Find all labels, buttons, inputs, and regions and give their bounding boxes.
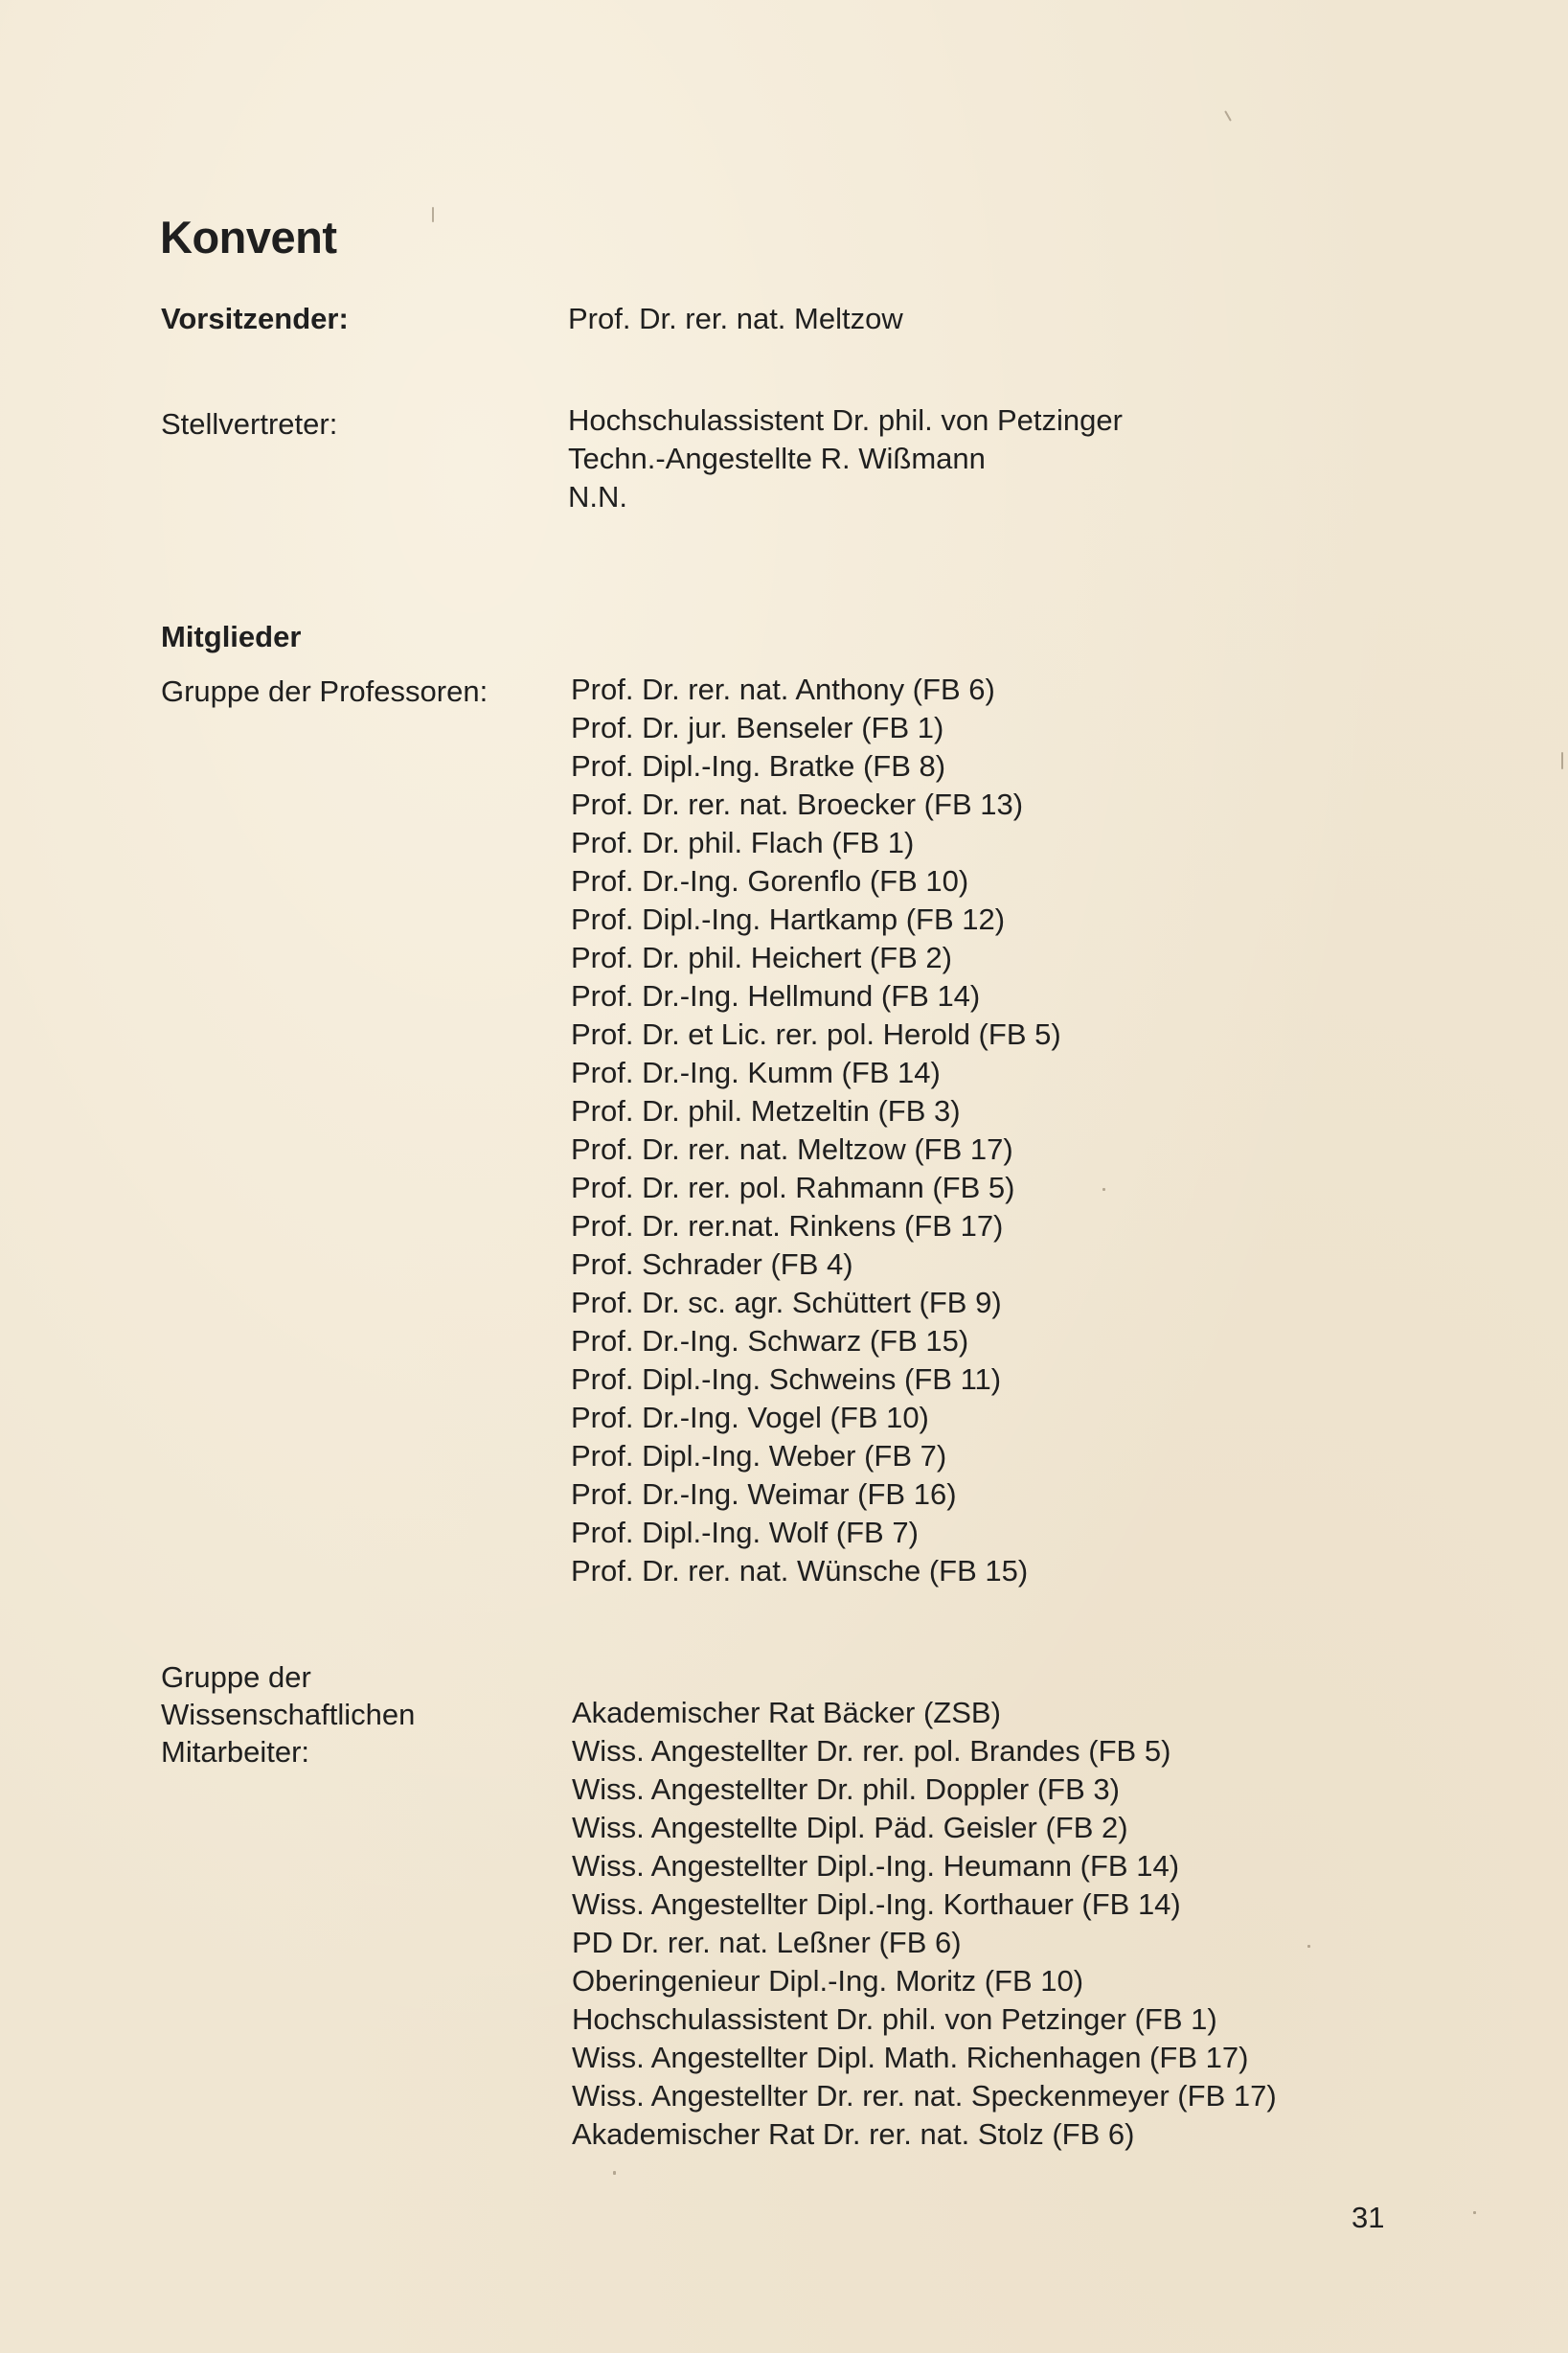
stellvertreter-label: Stellvertreter:	[161, 407, 338, 441]
professor-item: Prof. Dr.-Ing. Schwarz (FB 15)	[571, 1324, 969, 1358]
mitarbeiter-item: Wiss. Angestellter Dr. rer. pol. Brandes (FB 5)	[572, 1734, 1171, 1768]
professor-item: Prof. Dipl.-Ing. Bratke (FB 8)	[571, 749, 946, 783]
stellvertreter-item: Techn.-Angestellte R. Wißmann	[568, 442, 986, 475]
mitarbeiter-item: Akademischer Rat Dr. rer. nat. Stolz (FB 6)	[572, 2117, 1135, 2151]
paper-speck	[613, 2171, 616, 2175]
mitarbeiter-item: Wiss. Angestellter Dipl.-Ing. Korthauer (FB 14)	[572, 1887, 1181, 1921]
paper-speck	[1307, 1945, 1310, 1948]
professor-item: Prof. Dr.-Ing. Vogel (FB 10)	[571, 1401, 929, 1434]
paper-speck	[1102, 1188, 1105, 1191]
wiss-mitarbeiter-list	[572, 1694, 1277, 2154]
mitglieder-heading: Mitglieder	[161, 620, 302, 653]
professor-item: Prof. Dr. rer. nat. Wünsche (FB 15)	[571, 1554, 1029, 1588]
professor-item: Prof. Dr. jur. Benseler (FB 1)	[571, 711, 944, 744]
professor-item: Prof. Dr. rer. nat. Meltzow (FB 17)	[571, 1132, 1013, 1166]
professor-item: Prof. Dr.-Ing. Weimar (FB 16)	[571, 1477, 957, 1511]
paper-speck	[1561, 752, 1563, 769]
professor-item: Prof. Dr.-Ing. Hellmund (FB 14)	[571, 979, 981, 1013]
mitarbeiter-item: Hochschulassistent Dr. phil. von Petzinger (FB 1)	[572, 2002, 1217, 2036]
professor-item: Prof. Dipl.-Ing. Wolf (FB 7)	[571, 1516, 919, 1549]
wiss-mitarbeiter-label	[161, 1658, 415, 1770]
paper-speck	[1473, 2211, 1476, 2214]
mitarbeiter-item: Wiss. Angestellter Dr. rer. nat. Speckenmeyer (FB 17)	[572, 2079, 1277, 2113]
page-number: 31	[1352, 2201, 1385, 2234]
professor-item: Prof. Dr. rer. nat. Anthony (FB 6)	[571, 673, 995, 706]
mitarbeiter-item: Wiss. Angestellter Dipl.-Ing. Heumann (FB 14)	[572, 1849, 1180, 1883]
vorsitzender-value: Prof. Dr. rer. nat. Meltzow	[568, 302, 903, 335]
stellvertreter-list	[568, 401, 1123, 516]
wiss-mitarbeiter-label-line: Wissenschaftlichen	[161, 1698, 416, 1731]
stellvertreter-item: N.N.	[568, 480, 627, 514]
mitarbeiter-item: Wiss. Angestellter Dr. phil. Doppler (FB 3)	[572, 1772, 1120, 1806]
paper-speck	[432, 207, 434, 222]
stellvertreter-item: Hochschulassistent Dr. phil. von Petzinger	[568, 403, 1123, 437]
paper-speck	[1224, 110, 1232, 121]
wiss-mitarbeiter-label-line: Mitarbeiter:	[161, 1735, 310, 1769]
vorsitzender-label: Vorsitzender:	[161, 302, 349, 335]
wiss-mitarbeiter-label-line: Gruppe der	[161, 1660, 311, 1694]
professor-item: Prof. Dr. phil. Metzeltin (FB 3)	[571, 1094, 961, 1128]
professor-item: Prof. Dr. phil. Heichert (FB 2)	[571, 941, 952, 974]
professoren-list	[571, 671, 1061, 1590]
professor-item: Prof. Dr. rer.nat. Rinkens (FB 17)	[571, 1209, 1004, 1243]
professor-item: Prof. Dipl.-Ing. Hartkamp (FB 12)	[571, 902, 1006, 936]
professor-item: Prof. Dipl.-Ing. Schweins (FB 11)	[571, 1362, 1002, 1396]
professor-item: Prof. Dr. rer. nat. Broecker (FB 13)	[571, 788, 1024, 821]
professoren-label: Gruppe der Professoren:	[161, 674, 489, 708]
page-title: Konvent	[160, 212, 337, 263]
mitarbeiter-item: Wiss. Angestellter Dipl. Math. Richenhagen (FB 17)	[572, 2041, 1249, 2074]
professor-item: Prof. Dr. rer. pol. Rahmann (FB 5)	[571, 1171, 1015, 1204]
mitarbeiter-item: Akademischer Rat Bäcker (ZSB)	[572, 1696, 1001, 1729]
professor-item: Prof. Dr.-Ing. Gorenflo (FB 10)	[571, 864, 969, 898]
professor-item: Prof. Dr. et Lic. rer. pol. Herold (FB 5)	[571, 1017, 1061, 1051]
mitarbeiter-item: PD Dr. rer. nat. Leßner (FB 6)	[572, 1926, 962, 1959]
professor-item: Prof. Dr. sc. agr. Schüttert (FB 9)	[571, 1286, 1002, 1319]
mitarbeiter-item: Oberingenieur Dipl.-Ing. Moritz (FB 10)	[572, 1964, 1084, 1998]
professor-item: Prof. Schrader (FB 4)	[571, 1247, 853, 1281]
professor-item: Prof. Dr. phil. Flach (FB 1)	[571, 826, 915, 859]
professor-item: Prof. Dipl.-Ing. Weber (FB 7)	[571, 1439, 947, 1473]
professor-item: Prof. Dr.-Ing. Kumm (FB 14)	[571, 1056, 941, 1089]
mitarbeiter-item: Wiss. Angestellte Dipl. Päd. Geisler (FB 2)	[572, 1811, 1128, 1844]
